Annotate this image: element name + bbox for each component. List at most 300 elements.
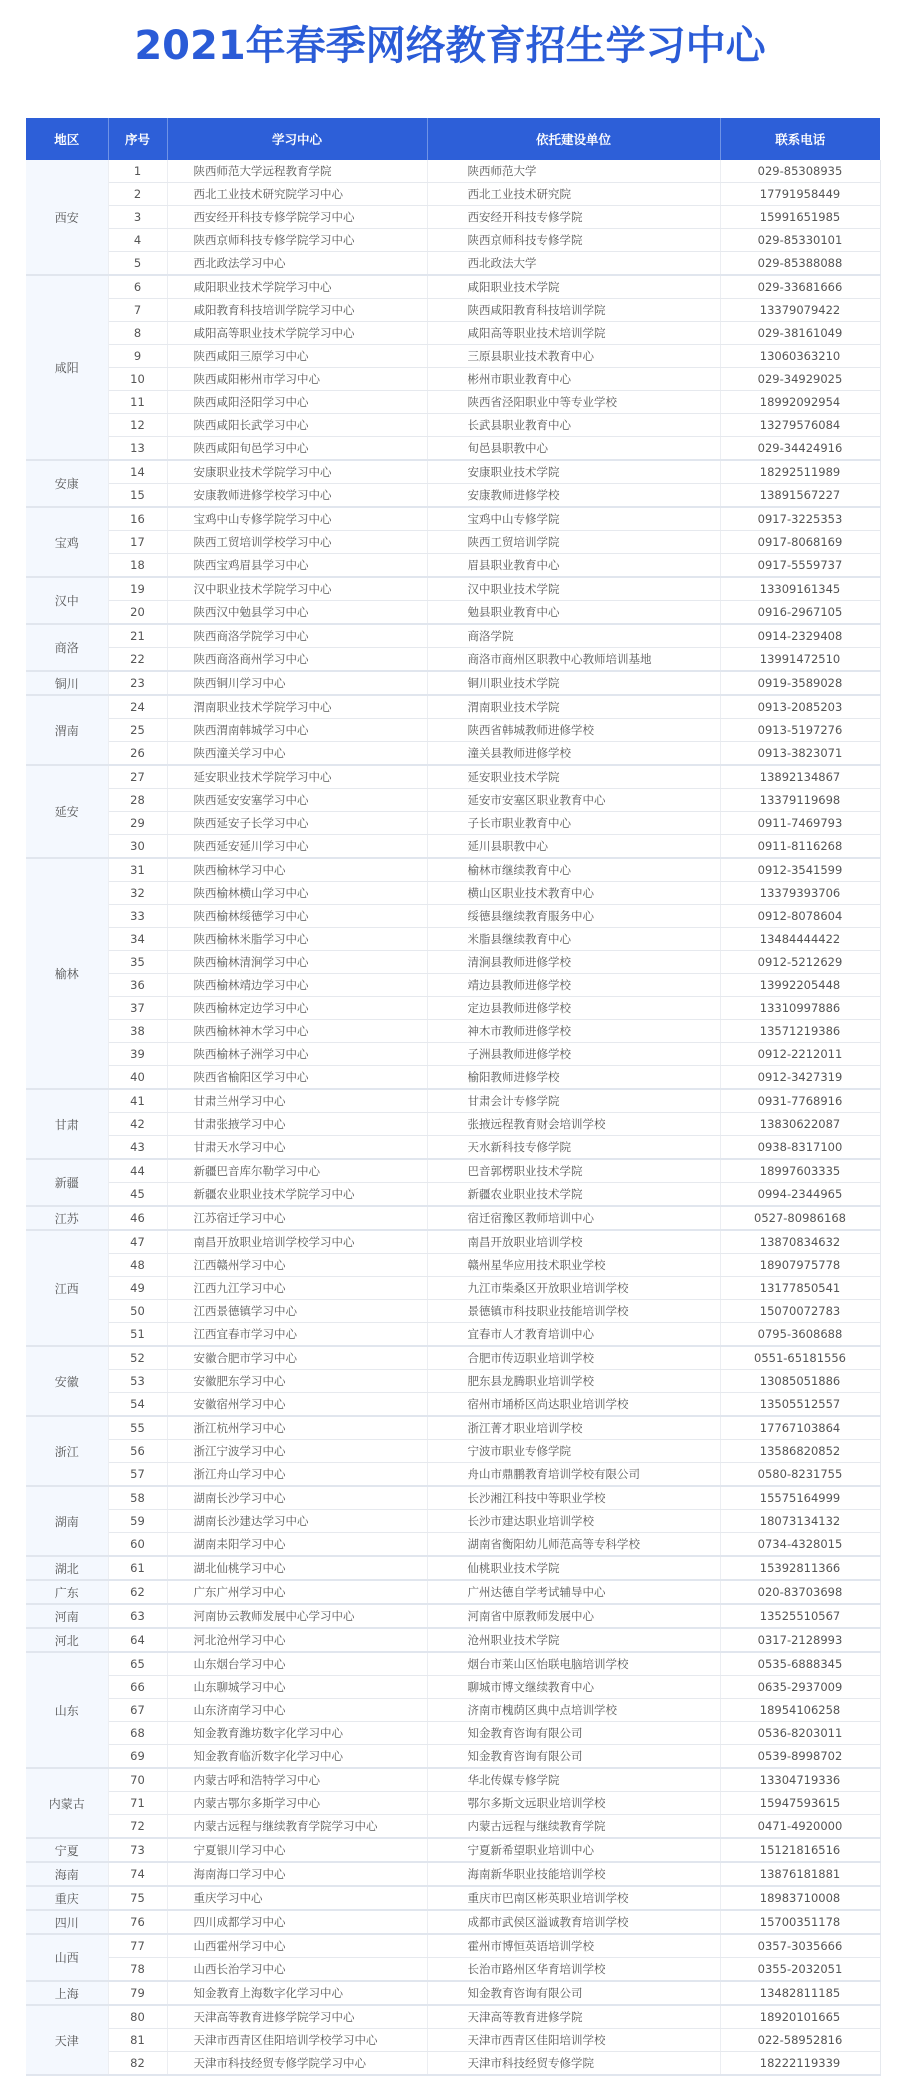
learning-center-name: 甘肃天水学习中心	[167, 1136, 427, 1160]
contact-phone: 0471-4920000	[720, 1815, 880, 1839]
contact-phone: 0734-4328015	[720, 1533, 880, 1557]
table-row	[26, 835, 880, 859]
learning-center-name: 安徽肥东学习中心	[167, 1370, 427, 1393]
contact-phone: 15121816516	[720, 1838, 880, 1862]
contact-phone: 0635-2937009	[720, 1676, 880, 1699]
contact-phone: 022-58952816	[720, 2029, 880, 2052]
host-unit-name: 渭南职业技术学院	[427, 695, 720, 719]
contact-phone: 0911-7469793	[720, 812, 880, 835]
table-row	[26, 765, 880, 789]
table-row	[26, 1043, 880, 1066]
host-unit-name: 宁夏新希望职业培训中心	[427, 1838, 720, 1862]
row-number: 17	[108, 531, 167, 554]
row-number: 73	[108, 1838, 167, 1862]
host-unit-name: 天津市科技经贸专修学院	[427, 2052, 720, 2076]
host-unit-name: 宜春市人才教育培训中心	[427, 1323, 720, 1347]
contact-phone: 0580-8231755	[720, 1463, 880, 1487]
contact-phone: 13484444422	[720, 928, 880, 951]
row-number: 25	[108, 719, 167, 742]
table-row	[26, 1463, 880, 1487]
table-row	[26, 997, 880, 1020]
region-cell: 海南	[26, 1862, 108, 1886]
table-row	[26, 554, 880, 578]
contact-phone: 0527-80986168	[720, 1206, 880, 1230]
contact-phone: 17767103864	[720, 1416, 880, 1440]
learning-center-name: 知金教育上海数字化学习中心	[167, 1981, 427, 2005]
contact-phone: 13830622087	[720, 1113, 880, 1136]
host-unit-name: 长沙湘江科技中等职业学校	[427, 1486, 720, 1510]
host-unit-name: 知金教育咨询有限公司	[427, 1745, 720, 1769]
learning-center-name: 陕西潼关学习中心	[167, 742, 427, 766]
learning-center-name: 广东广州学习中心	[167, 1580, 427, 1604]
learning-center-name: 陕西工贸培训学校学习中心	[167, 531, 427, 554]
contact-phone: 0912-2212011	[720, 1043, 880, 1066]
region-cell: 榆林	[26, 858, 108, 1089]
learning-center-name: 甘肃张掖学习中心	[167, 1113, 427, 1136]
table-row	[26, 789, 880, 812]
contact-phone: 15991651985	[720, 206, 880, 229]
row-number: 75	[108, 1886, 167, 1910]
table-row	[26, 1113, 880, 1136]
learning-center-name: 安徽合肥市学习中心	[167, 1346, 427, 1370]
row-number: 41	[108, 1089, 167, 1113]
table-row	[26, 1934, 880, 1958]
contact-phone: 029-34929025	[720, 368, 880, 391]
row-number: 46	[108, 1206, 167, 1230]
table-row	[26, 1604, 880, 1628]
table-row	[26, 368, 880, 391]
host-unit-name: 延安市安塞区职业教育中心	[427, 789, 720, 812]
row-number: 36	[108, 974, 167, 997]
host-unit-name: 天津高等教育进修学院	[427, 2005, 720, 2029]
table-row	[26, 1768, 880, 1792]
row-number: 42	[108, 1113, 167, 1136]
row-number: 70	[108, 1768, 167, 1792]
contact-phone: 18222119339	[720, 2052, 880, 2076]
table-row	[26, 1323, 880, 1347]
learning-center-name: 天津市西青区佳阳培训学校学习中心	[167, 2029, 427, 2052]
learning-center-name: 陕西汉中勉县学习中心	[167, 601, 427, 625]
host-unit-name: 清涧县教师进修学校	[427, 951, 720, 974]
learning-center-name: 安康教师进修学校学习中心	[167, 484, 427, 508]
learning-center-name: 延安职业技术学院学习中心	[167, 765, 427, 789]
learning-center-name: 四川成都学习中心	[167, 1910, 427, 1934]
row-number: 6	[108, 275, 167, 299]
host-unit-name: 肥东县龙腾职业培训学校	[427, 1370, 720, 1393]
host-unit-name: 甘肃会计专修学院	[427, 1089, 720, 1113]
contact-phone: 13304719336	[720, 1768, 880, 1792]
region-cell: 江西	[26, 1230, 108, 1346]
contact-phone: 18954106258	[720, 1699, 880, 1722]
contact-phone: 0317-2128993	[720, 1628, 880, 1652]
contact-phone: 0913-3823071	[720, 742, 880, 766]
row-number: 79	[108, 1981, 167, 2005]
table-row	[26, 1277, 880, 1300]
contact-phone: 13379079422	[720, 299, 880, 322]
table-row	[26, 1066, 880, 1090]
table-row	[26, 1159, 880, 1183]
row-number: 57	[108, 1463, 167, 1487]
contact-phone: 0913-5197276	[720, 719, 880, 742]
table-row	[26, 1745, 880, 1769]
host-unit-name: 重庆市巴南区彬英职业培训学校	[427, 1886, 720, 1910]
row-number: 52	[108, 1346, 167, 1370]
host-unit-name: 宁波市职业专修学院	[427, 1440, 720, 1463]
region-cell: 宝鸡	[26, 507, 108, 577]
table-row	[26, 1440, 880, 1463]
contact-phone: 0916-2967105	[720, 601, 880, 625]
learning-center-name: 湖南长沙学习中心	[167, 1486, 427, 1510]
host-unit-name: 榆林市继续教育中心	[427, 858, 720, 882]
contact-phone: 18292511989	[720, 460, 880, 484]
learning-center-name: 江西九江学习中心	[167, 1277, 427, 1300]
row-number: 11	[108, 391, 167, 414]
learning-center-name: 陕西省榆阳区学习中心	[167, 1066, 427, 1090]
table-row	[26, 858, 880, 882]
learning-center-name: 宝鸡中山专修学院学习中心	[167, 507, 427, 531]
contact-phone: 0357-3035666	[720, 1934, 880, 1958]
contact-phone: 0931-7768916	[720, 1089, 880, 1113]
row-number: 28	[108, 789, 167, 812]
learning-center-name: 山西长治学习中心	[167, 1958, 427, 1982]
region-cell: 咸阳	[26, 275, 108, 460]
host-unit-name: 绥德县继续教育服务中心	[427, 905, 720, 928]
row-number: 43	[108, 1136, 167, 1160]
learning-center-name: 西安经开科技专修学院学习中心	[167, 206, 427, 229]
row-number: 40	[108, 1066, 167, 1090]
row-number: 72	[108, 1815, 167, 1839]
host-unit-name: 巴音郭楞职业技术学院	[427, 1159, 720, 1183]
row-number: 37	[108, 997, 167, 1020]
learning-center-name: 陕西延安子长学习中心	[167, 812, 427, 835]
contact-phone: 13379119698	[720, 789, 880, 812]
learning-center-name: 陕西榆林神木学习中心	[167, 1020, 427, 1043]
host-unit-name: 舟山市鼎鹏教育培训学校有限公司	[427, 1463, 720, 1487]
host-unit-name: 宿迁宿豫区教师培训中心	[427, 1206, 720, 1230]
host-unit-name: 华北传媒专修学院	[427, 1768, 720, 1792]
table-row	[26, 951, 880, 974]
learning-center-name: 宁夏银川学习中心	[167, 1838, 427, 1862]
host-unit-name: 子长市职业教育中心	[427, 812, 720, 835]
row-number: 61	[108, 1556, 167, 1580]
table-row	[26, 1533, 880, 1557]
host-unit-name: 天水新科技专修学院	[427, 1136, 720, 1160]
learning-center-name: 重庆学习中心	[167, 1886, 427, 1910]
table-row	[26, 1792, 880, 1815]
host-unit-name: 长武县职业教育中心	[427, 414, 720, 437]
header-phone: 联系电话	[720, 118, 880, 160]
table-row	[26, 507, 880, 531]
learning-center-name: 陕西榆林子洲学习中心	[167, 1043, 427, 1066]
contact-phone: 13992205448	[720, 974, 880, 997]
learning-center-name: 陕西延安延川学习中心	[167, 835, 427, 859]
row-number: 38	[108, 1020, 167, 1043]
contact-phone: 15070072783	[720, 1300, 880, 1323]
contact-phone: 0938-8317100	[720, 1136, 880, 1160]
row-number: 24	[108, 695, 167, 719]
host-unit-name: 陕西省泾阳职业中等专业学校	[427, 391, 720, 414]
learning-center-name: 内蒙古呼和浩特学习中心	[167, 1768, 427, 1792]
row-number: 8	[108, 322, 167, 345]
table-row	[26, 974, 880, 997]
contact-phone: 13571219386	[720, 1020, 880, 1043]
row-number: 35	[108, 951, 167, 974]
contact-phone: 15575164999	[720, 1486, 880, 1510]
host-unit-name: 榆阳教师进修学校	[427, 1066, 720, 1090]
table-row	[26, 1254, 880, 1277]
table-row	[26, 601, 880, 625]
host-unit-name: 赣州星华应用技术职业学校	[427, 1254, 720, 1277]
learning-center-name: 内蒙古远程与继续教育学院学习中心	[167, 1815, 427, 1839]
learning-center-name: 陕西榆林米脂学习中心	[167, 928, 427, 951]
host-unit-name: 商洛学院	[427, 624, 720, 648]
learning-center-name: 浙江杭州学习中心	[167, 1416, 427, 1440]
learning-center-name: 陕西商洛商州学习中心	[167, 648, 427, 672]
learning-center-name: 陕西咸阳旬邑学习中心	[167, 437, 427, 461]
contact-phone: 0911-8116268	[720, 835, 880, 859]
contact-phone: 13505512557	[720, 1393, 880, 1417]
contact-phone: 0917-3225353	[720, 507, 880, 531]
table-body	[26, 160, 880, 2075]
learning-center-name: 陕西咸阳彬州市学习中心	[167, 368, 427, 391]
table-row	[26, 160, 880, 183]
learning-center-name: 湖南耒阳学习中心	[167, 1533, 427, 1557]
table-row	[26, 1230, 880, 1254]
host-unit-name: 浙江菁才职业培训学校	[427, 1416, 720, 1440]
table-row	[26, 648, 880, 672]
learning-center-name: 安康职业技术学院学习中心	[167, 460, 427, 484]
region-cell: 山西	[26, 1934, 108, 1981]
learning-center-name: 山东聊城学习中心	[167, 1676, 427, 1699]
row-number: 60	[108, 1533, 167, 1557]
host-unit-name: 西北工业技术研究院	[427, 183, 720, 206]
table-row	[26, 1206, 880, 1230]
host-unit-name: 新疆农业职业技术学院	[427, 1183, 720, 1207]
host-unit-name: 湖南省衡阳幼儿师范高等专科学校	[427, 1533, 720, 1557]
contact-phone: 18907975778	[720, 1254, 880, 1277]
contact-phone: 13991472510	[720, 648, 880, 672]
row-number: 39	[108, 1043, 167, 1066]
region-cell: 广东	[26, 1580, 108, 1604]
host-unit-name: 霍州市博恒英语培训学校	[427, 1934, 720, 1958]
table-row	[26, 299, 880, 322]
row-number: 49	[108, 1277, 167, 1300]
region-cell: 铜川	[26, 671, 108, 695]
table-row	[26, 1510, 880, 1533]
learning-center-name: 陕西渭南韩城学习中心	[167, 719, 427, 742]
region-cell: 河北	[26, 1628, 108, 1652]
learning-center-name: 天津市科技经贸专修学院学习中心	[167, 2052, 427, 2076]
table-row	[26, 905, 880, 928]
table-row	[26, 275, 880, 299]
contact-phone: 0913-2085203	[720, 695, 880, 719]
region-cell: 宁夏	[26, 1838, 108, 1862]
host-unit-name: 三原县职业技术教育中心	[427, 345, 720, 368]
table-row	[26, 1886, 880, 1910]
host-unit-name: 潼关县教师进修学校	[427, 742, 720, 766]
host-unit-name: 米脂县继续教育中心	[427, 928, 720, 951]
contact-phone: 13060363210	[720, 345, 880, 368]
row-number: 5	[108, 252, 167, 276]
row-number: 3	[108, 206, 167, 229]
row-number: 19	[108, 577, 167, 601]
header-host-unit: 依托建设单位	[427, 118, 720, 160]
learning-center-name: 咸阳教育科技培训学院学习中心	[167, 299, 427, 322]
row-number: 64	[108, 1628, 167, 1652]
contact-phone: 020-83703698	[720, 1580, 880, 1604]
host-unit-name: 延安职业技术学院	[427, 765, 720, 789]
table-row	[26, 1910, 880, 1934]
learning-center-name: 湖北仙桃学习中心	[167, 1556, 427, 1580]
host-unit-name: 合肥市传迈职业培训学校	[427, 1346, 720, 1370]
host-unit-name: 知金教育咨询有限公司	[427, 1981, 720, 2005]
contact-phone: 13891567227	[720, 484, 880, 508]
learning-center-name: 陕西咸阳泾阳学习中心	[167, 391, 427, 414]
table-row	[26, 1136, 880, 1160]
host-unit-name: 鄂尔多斯文远职业培训学校	[427, 1792, 720, 1815]
learning-center-name: 江西景德镇学习中心	[167, 1300, 427, 1323]
host-unit-name: 子洲县教师进修学校	[427, 1043, 720, 1066]
host-unit-name: 长沙市建达职业培训学校	[427, 1510, 720, 1533]
row-number: 53	[108, 1370, 167, 1393]
learning-center-name: 陕西咸阳三原学习中心	[167, 345, 427, 368]
table-row	[26, 577, 880, 601]
host-unit-name: 海南新华职业技能培训学校	[427, 1862, 720, 1886]
learning-center-name: 河南协云教师发展中心学习中心	[167, 1604, 427, 1628]
row-number: 22	[108, 648, 167, 672]
learning-center-name: 陕西榆林绥德学习中心	[167, 905, 427, 928]
learning-center-name: 知金教育潍坊数字化学习中心	[167, 1722, 427, 1745]
host-unit-name: 安康教师进修学校	[427, 484, 720, 508]
learning-center-name: 陕西榆林靖边学习中心	[167, 974, 427, 997]
row-number: 15	[108, 484, 167, 508]
table-row	[26, 206, 880, 229]
host-unit-name: 西北政法大学	[427, 252, 720, 276]
host-unit-name: 商洛市商州区职教中心教师培训基地	[427, 648, 720, 672]
host-unit-name: 九江市柴桑区开放职业培训学校	[427, 1277, 720, 1300]
table-row	[26, 1020, 880, 1043]
host-unit-name: 广州达德自学考试辅导中心	[427, 1580, 720, 1604]
row-number: 13	[108, 437, 167, 461]
contact-phone: 15392811366	[720, 1556, 880, 1580]
host-unit-name: 宿州市埇桥区尚达职业培训学校	[427, 1393, 720, 1417]
row-number: 55	[108, 1416, 167, 1440]
table-row	[26, 1722, 880, 1745]
contact-phone: 0917-8068169	[720, 531, 880, 554]
host-unit-name: 勉县职业教育中心	[427, 601, 720, 625]
table-row	[26, 1981, 880, 2005]
learning-center-table	[26, 118, 881, 2076]
host-unit-name: 横山区职业技术教育中心	[427, 882, 720, 905]
contact-phone: 0551-65181556	[720, 1346, 880, 1370]
table-row	[26, 624, 880, 648]
table-row	[26, 252, 880, 276]
row-number: 76	[108, 1910, 167, 1934]
learning-center-name: 南昌开放职业培训学校学习中心	[167, 1230, 427, 1254]
contact-phone: 13279576084	[720, 414, 880, 437]
learning-center-name: 浙江宁波学习中心	[167, 1440, 427, 1463]
contact-phone: 18920101665	[720, 2005, 880, 2029]
learning-center-name: 江西宜春市学习中心	[167, 1323, 427, 1347]
host-unit-name: 神木市教师进修学校	[427, 1020, 720, 1043]
table-row	[26, 1862, 880, 1886]
host-unit-name: 陕西师范大学	[427, 160, 720, 183]
row-number: 59	[108, 1510, 167, 1533]
region-cell: 渭南	[26, 695, 108, 765]
row-number: 29	[108, 812, 167, 835]
table-row	[26, 1676, 880, 1699]
row-number: 10	[108, 368, 167, 391]
header-learning-center: 学习中心	[167, 118, 427, 160]
row-number: 63	[108, 1604, 167, 1628]
host-unit-name: 陕西咸阳教育科技培训学院	[427, 299, 720, 322]
table-row	[26, 1556, 880, 1580]
region-cell: 新疆	[26, 1159, 108, 1206]
row-number: 67	[108, 1699, 167, 1722]
row-number: 27	[108, 765, 167, 789]
learning-center-name: 汉中职业技术学院学习中心	[167, 577, 427, 601]
table-row	[26, 484, 880, 508]
row-number: 20	[108, 601, 167, 625]
region-cell: 湖北	[26, 1556, 108, 1580]
host-unit-name: 咸阳职业技术学院	[427, 275, 720, 299]
learning-center-name: 陕西榆林清涧学习中心	[167, 951, 427, 974]
table-row	[26, 1089, 880, 1113]
row-number: 14	[108, 460, 167, 484]
row-number: 50	[108, 1300, 167, 1323]
contact-phone: 029-85388088	[720, 252, 880, 276]
table-row	[26, 1346, 880, 1370]
contact-phone: 18983710008	[720, 1886, 880, 1910]
table-row	[26, 1416, 880, 1440]
contact-phone: 029-85308935	[720, 160, 880, 183]
row-number: 81	[108, 2029, 167, 2052]
table-row	[26, 1652, 880, 1676]
row-number: 58	[108, 1486, 167, 1510]
host-unit-name: 内蒙古远程与继续教育学院	[427, 1815, 720, 1839]
region-cell: 山东	[26, 1652, 108, 1768]
row-number: 82	[108, 2052, 167, 2076]
region-cell: 四川	[26, 1910, 108, 1934]
row-number: 48	[108, 1254, 167, 1277]
row-number: 18	[108, 554, 167, 578]
region-cell: 浙江	[26, 1416, 108, 1486]
host-unit-name: 长治市路州区华育培训学校	[427, 1958, 720, 1982]
learning-center-name: 陕西京师科技专修学院学习中心	[167, 229, 427, 252]
contact-phone: 0919-3589028	[720, 671, 880, 695]
host-unit-name: 张掖远程教育财会培训学校	[427, 1113, 720, 1136]
header-region: 地区	[26, 118, 108, 160]
table-row	[26, 2005, 880, 2029]
contact-phone: 029-85330101	[720, 229, 880, 252]
table-row	[26, 322, 880, 345]
table-row	[26, 1580, 880, 1604]
row-number: 68	[108, 1722, 167, 1745]
row-number: 74	[108, 1862, 167, 1886]
row-number: 69	[108, 1745, 167, 1769]
contact-phone: 13310997886	[720, 997, 880, 1020]
learning-center-name: 陕西榆林定边学习中心	[167, 997, 427, 1020]
learning-center-name: 知金教育临沂数字化学习中心	[167, 1745, 427, 1769]
table-row	[26, 1699, 880, 1722]
contact-phone: 17791958449	[720, 183, 880, 206]
row-number: 12	[108, 414, 167, 437]
row-number: 66	[108, 1676, 167, 1699]
host-unit-name: 延川县职教中心	[427, 835, 720, 859]
region-cell: 天津	[26, 2005, 108, 2075]
region-cell: 甘肃	[26, 1089, 108, 1159]
table-row	[26, 928, 880, 951]
